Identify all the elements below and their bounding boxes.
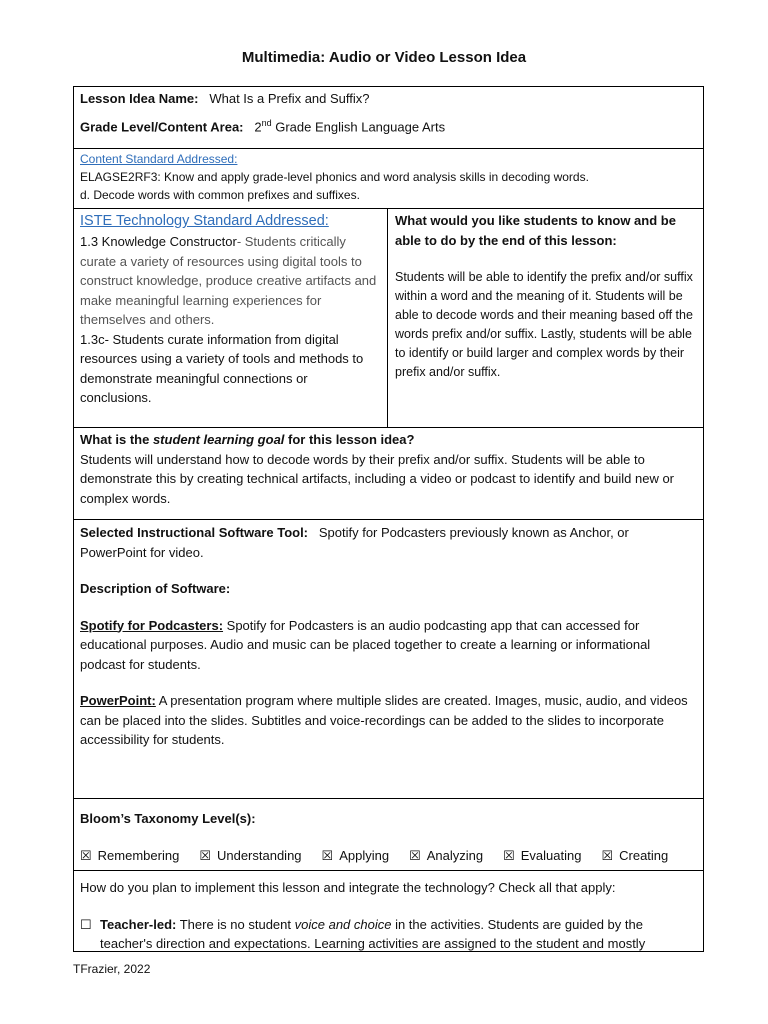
grade-sup: nd (261, 118, 272, 128)
grade-level-label: Grade Level/Content Area: (80, 119, 244, 135)
blooms-applying[interactable] (322, 846, 390, 866)
spotify-label: Spotify for Podcasters: (80, 617, 224, 633)
iste-standard-2-label: 1.3c (80, 331, 105, 347)
teacher-led-text-1: There is no student (176, 916, 295, 932)
iste-standard-1 (80, 232, 381, 330)
powerpoint-text: A presentation program where multiple slides are created. Images, music, audio, and videos can be placed into the slides. Subtitles and voice-recordings can be added to the slides to incorporate accessibility for students. (80, 693, 688, 747)
blooms-evaluating[interactable] (503, 846, 581, 866)
lesson-name-value: What Is a Prefix and Suffix? (209, 91, 370, 106)
standards-objectives-row (74, 208, 703, 427)
iste-standard-2 (80, 330, 381, 408)
checked-box-icon: ☒ (601, 847, 614, 863)
teacher-led-label: Teacher-led: (100, 916, 177, 932)
learning-goal-question (80, 430, 697, 450)
objectives-cell (388, 209, 703, 427)
software-tool (80, 523, 697, 562)
iste-standard-cell (74, 209, 388, 427)
blooms-level-label: Applying (339, 847, 390, 863)
checked-box-icon: ☒ (503, 847, 515, 863)
content-standard-line2: d. Decode words with common prefixes and suffixes. (80, 188, 360, 202)
blooms-level-label: Creating (619, 847, 669, 863)
lesson-plan-table (73, 86, 704, 952)
footer-credit: TFrazier, 2022 (73, 962, 151, 976)
blooms-heading: Bloom’s Taxonomy Level(s): (80, 811, 256, 826)
objectives-question: What would you like students to know and be able to do by the end of this lesson: (395, 213, 676, 248)
software-tool-label: Selected Instructional Software Tool: (80, 525, 309, 540)
checked-box-icon: ☒ (321, 847, 334, 863)
lesson-name-line (80, 91, 370, 106)
learning-goal-q2: for this lesson idea? (284, 432, 415, 447)
powerpoint-label: PowerPoint: (80, 693, 156, 708)
unchecked-box-icon[interactable]: ☐ (80, 916, 92, 932)
grade-num: 2 (254, 119, 262, 135)
iste-standard-2-text: - Students curate information from digital resources using a variety of tools and methods to demonstrate meaningful connections or conclusions. (80, 331, 364, 405)
implementation-row (74, 870, 703, 952)
teacher-led-italic: voice and choice (294, 916, 392, 932)
implementation-question: How do you plan to implement this lesson and integrate the technology? Check all that apply: (80, 880, 616, 895)
objectives-answer: Students will be able to identify the prefix and/or suffix within a word and the meaning of it. Students will be able to decode words and their meaning based off the words prefix and/or suffix. Lastly, students will be able to identify or build larger and complex words by their prefix and/or suffix. (395, 270, 693, 379)
teacher-led-text-2: in the activities. Students are guided by the teacher's direction and expectations. Learning activities are assigned to the student and mostly (100, 916, 646, 951)
content-standard-heading: Content Standard Addressed: (80, 152, 238, 166)
content-standard-row (74, 148, 703, 208)
learning-goal-answer: Students will understand how to decode words by their prefix and/or suffix. Students will be able to demonstrate this by creating technical artifacts, including a video or podcast to identify and build new or complex words. (80, 451, 675, 506)
learning-goal-row (74, 427, 703, 519)
checked-box-icon: ☒ (80, 847, 92, 863)
software-tool-value: Spotify for Podcasters previously known as Anchor, or PowerPoint for video. (80, 525, 629, 560)
software-row (74, 519, 703, 798)
iste-standard-1-label: 1.3 Knowledge Constructor (80, 234, 237, 249)
blooms-remembering[interactable] (80, 846, 179, 866)
blooms-levels (80, 846, 697, 866)
powerpoint-description (80, 691, 697, 750)
learning-goal-q1: What is the (80, 432, 153, 447)
teacher-led-option (80, 915, 697, 953)
blooms-creating[interactable] (601, 846, 668, 866)
learning-goal-q-italic: student learning goal (152, 432, 285, 447)
page-title: Multimedia: Audio or Video Lesson Idea (241, 49, 527, 66)
software-description-label: Description of Software: (80, 581, 231, 596)
spotify-description (80, 616, 697, 675)
grade-level-line (80, 118, 445, 134)
grade-content-area: Grade English Language Arts (275, 119, 446, 135)
blooms-level-label: Understanding (216, 847, 302, 863)
blooms-analyzing[interactable] (409, 846, 483, 866)
blooms-level-label: Remembering (97, 847, 180, 863)
spotify-text: Spotify for Podcasters is an audio podcasting app that can accessed for educational purposes. Audio and music can be placed together to create a learning or informational podcast for students. (80, 617, 651, 672)
blooms-understanding[interactable] (199, 846, 301, 866)
blooms-level-label: Analyzing (426, 847, 484, 863)
iste-heading: ISTE Technology Standard Addressed: (80, 213, 329, 229)
lesson-name-label: Lesson Idea Name: (80, 91, 199, 106)
lesson-info-row (74, 87, 703, 148)
content-standard-line1: ELAGSE2RF3: Know and apply grade-level phonics and word analysis skills in decoding words. (80, 170, 589, 184)
iste-standard-1-text: - Students critically curate a variety of resources using digital tools to construct knowledge, produce creative artifacts and make meaningful learning experiences for themselves and others. (80, 234, 377, 327)
checked-box-icon: ☒ (199, 847, 211, 863)
blooms-level-label: Evaluating (520, 847, 582, 863)
checked-box-icon: ☒ (409, 847, 421, 863)
blooms-row (74, 798, 703, 870)
